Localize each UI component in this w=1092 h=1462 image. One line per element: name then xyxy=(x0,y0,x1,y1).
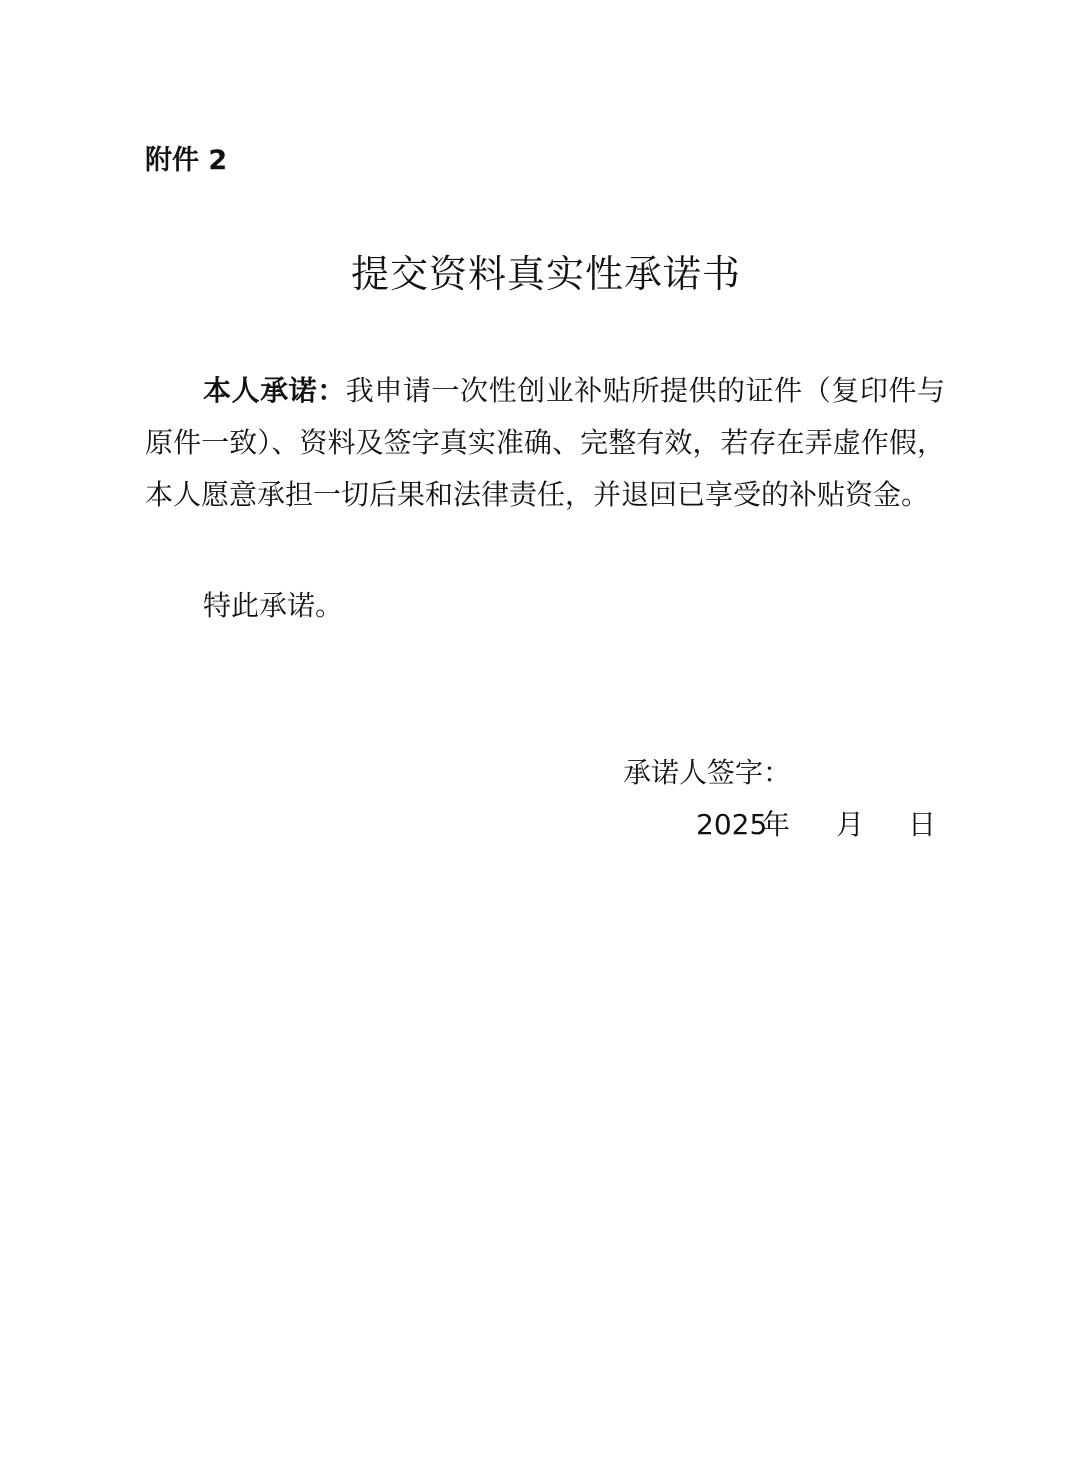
date-month-unit: 月 xyxy=(836,808,865,841)
document-title: 提交资料真实性承诺书 xyxy=(350,252,741,296)
attachment-label: 附件 2 xyxy=(145,145,228,176)
pledge-lead: 本人承诺： xyxy=(203,374,346,407)
date-year-unit: 年 xyxy=(762,808,791,841)
closing-statement: 特此承诺。 xyxy=(203,589,344,622)
date-year: 2025 xyxy=(696,808,768,841)
pledge-text: 我申请一次性创业补贴所提供的证件（复印件与原件一致）、资料及签字真实准确、完整有效，若存在弄虚作假，本人愿意承担一切后果和法律责任，并退回已享受的补贴资金。 xyxy=(145,374,945,511)
pledge-paragraph xyxy=(145,365,945,521)
signature-label: 承诺人签字： xyxy=(623,756,792,789)
pledge-body xyxy=(145,365,945,521)
date-day-unit: 日 xyxy=(908,808,937,841)
